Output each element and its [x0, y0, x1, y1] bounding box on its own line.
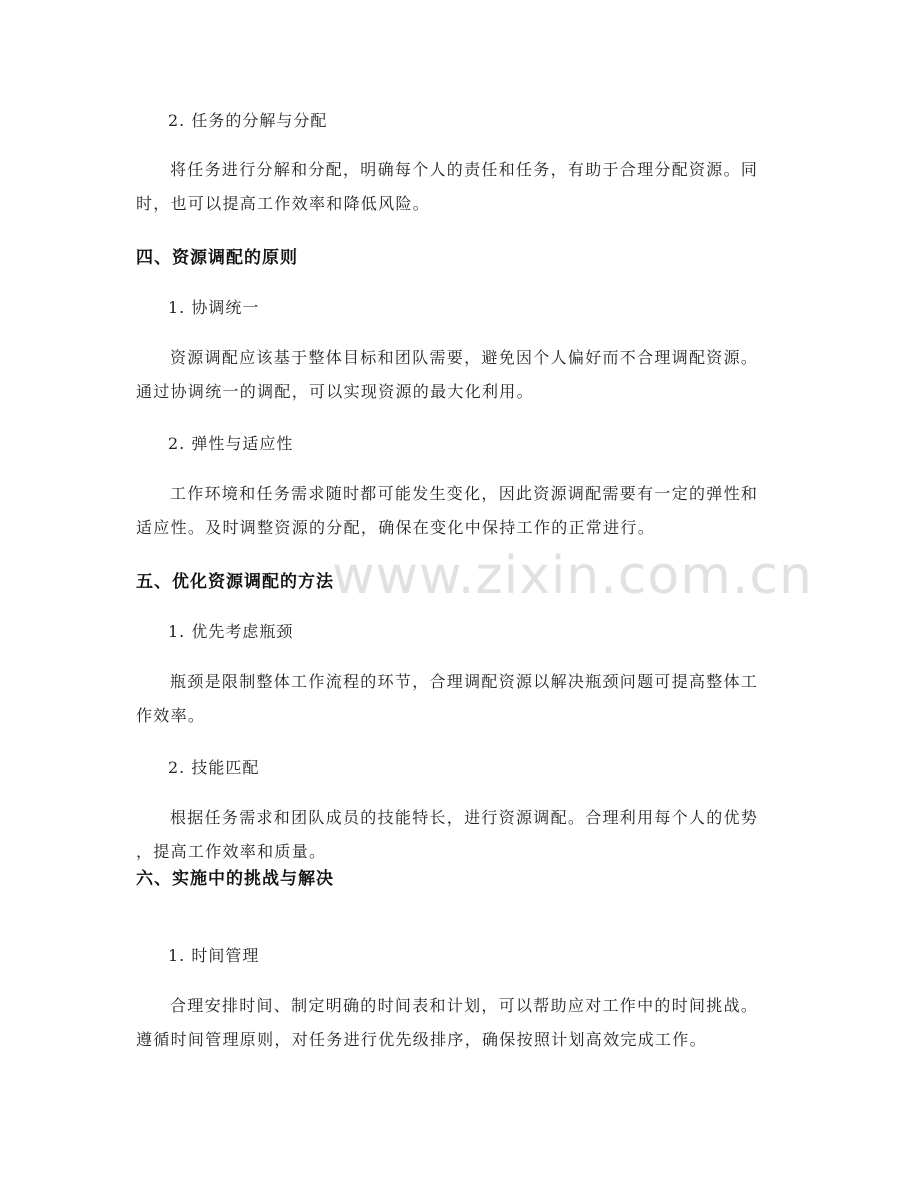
paragraph-line: 瓶颈是限制整体工作流程的环节，合理调配资源以解决瓶颈问题可提高整体工 [170, 672, 759, 691]
section-heading-challenges: 六、实施中的挑战与解决 [136, 869, 334, 889]
subheading-flexibility: 2. 弹性与适应性 [168, 434, 294, 453]
subheading-time-management: 1. 时间管理 [168, 946, 260, 965]
paragraph-line: 合理安排时间、制定明确的时间表和计划，可以帮助应对工作中的时间挑战。 [170, 996, 759, 1015]
subheading-bottleneck: 1. 优先考虑瓶颈 [168, 622, 294, 641]
section-heading-optimization: 五、优化资源调配的方法 [136, 572, 334, 592]
paragraph-line: 时，也可以提高工作效率和降低风险。 [136, 194, 431, 213]
paragraph-task-breakdown [136, 153, 784, 221]
paragraph-line: 适应性。及时调整资源的分配，确保在变化中保持工作的正常进行。 [136, 518, 656, 537]
paragraph-line: 根据任务需求和团队成员的技能特长，进行资源调配。合理利用每个人的优势 [170, 808, 759, 827]
paragraph-line: 工作环境和任务需求随时都可能发生变化，因此资源调配需要有一定的弹性和 [170, 484, 759, 503]
paragraph-line: 作效率。 [136, 706, 206, 725]
paragraph-line: 通过协调统一的调配，可以实现资源的最大化利用。 [136, 382, 534, 401]
paragraph-line: 遵循时间管理原则，对任务进行优先级排序，确保按照计划高效完成工作。 [136, 1030, 707, 1049]
paragraph-flexibility [136, 477, 784, 545]
watermark: www.zixin.com.cn [332, 546, 813, 606]
subheading-task-breakdown: 2. 任务的分解与分配 [168, 111, 328, 130]
section-heading-principles: 四、资源调配的原则 [136, 248, 298, 268]
paragraph-coordination [136, 341, 784, 409]
paragraph-line: 将任务进行分解和分配，明确每个人的责任和任务，有助于合理分配资源。同 [170, 160, 759, 179]
paragraph-line: ，提高工作效率和质量。 [136, 842, 327, 861]
paragraph-bottleneck [136, 665, 784, 733]
paragraph-time-management [136, 989, 784, 1057]
subheading-coordination: 1. 协调统一 [168, 298, 260, 317]
paragraph-skill-match [136, 801, 784, 869]
paragraph-line: 资源调配应该基于整体目标和团队需要，避免因个人偏好而不合理调配资源。 [170, 348, 759, 367]
subheading-skill-match: 2. 技能匹配 [168, 758, 260, 777]
